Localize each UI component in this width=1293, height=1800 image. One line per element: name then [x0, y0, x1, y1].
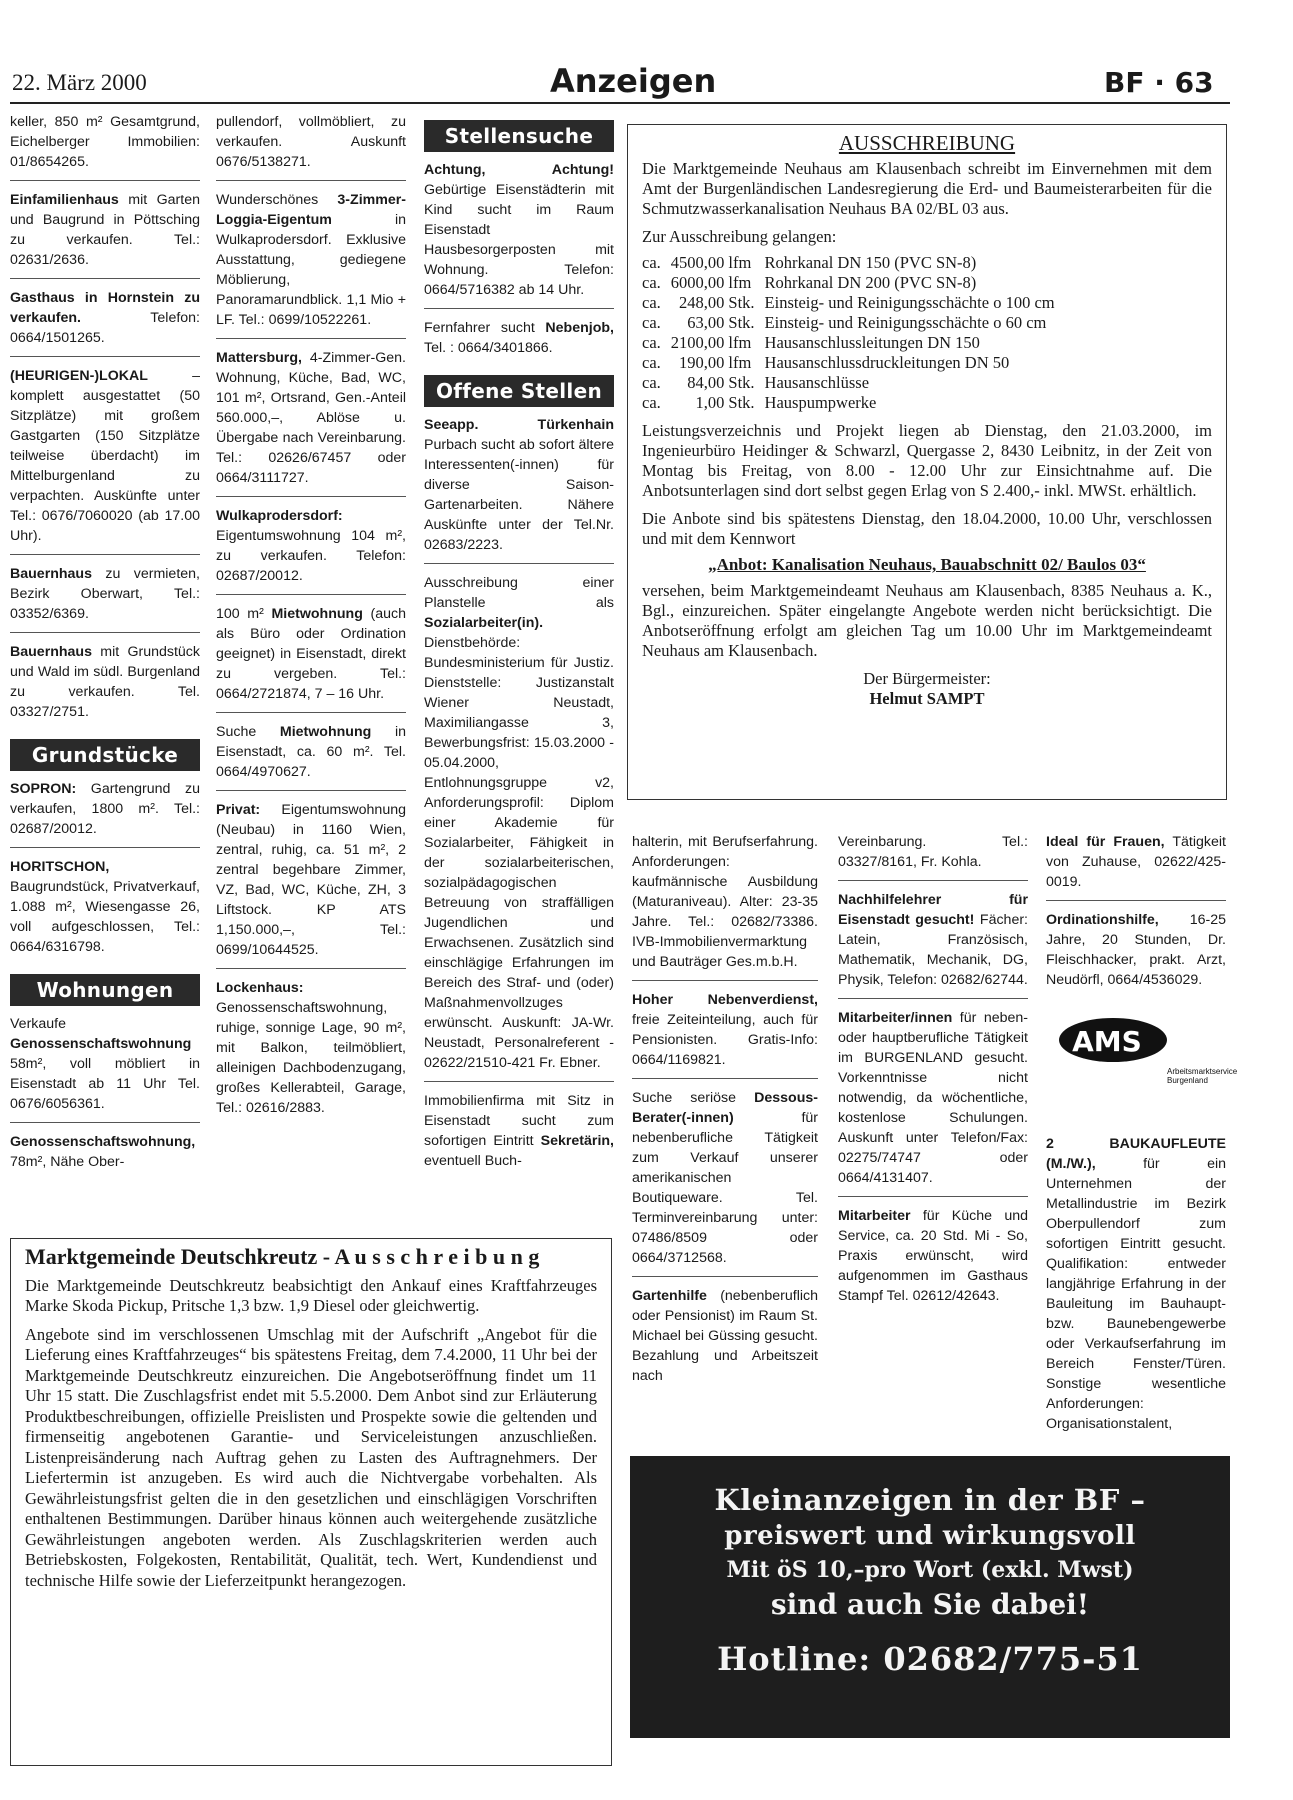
classified-ad: Bauernhaus zu vermieten, Bezirk Oberwart, Tel.: 03352/6369.: [10, 564, 200, 633]
tender-item-unit: Stk.: [728, 373, 755, 392]
tender-item-quantity: 248,00: [679, 293, 725, 312]
tender-item-unit: lfm: [728, 333, 752, 352]
classified-ad: Mattersburg, 4-Zimmer-Gen. Wohnung, Küche, Bad, WC, 101 m², Ortsrand, Gen.-Anteil 560.000,–, Ablöse u. Übergabe nach Vereinbarung. Tel.: 02626/67457 oder 0664/3111727.: [216, 348, 406, 497]
tender-item-unit: lfm: [728, 253, 752, 272]
tender-item-ca: ca.: [642, 293, 661, 312]
tender-item-unit: Stk.: [728, 313, 755, 332]
tender-item-row: [642, 393, 1065, 413]
header-rule: [10, 102, 1230, 104]
tender-item-row: [642, 293, 1065, 313]
tender-item-description: Einsteig- und Reinigungsschächte o 60 cm: [764, 313, 1047, 332]
tender-title: AUSSCHREIBUNG: [838, 131, 1016, 155]
tender-item-row: [642, 353, 1065, 373]
tender-item-row: [642, 253, 1065, 273]
classifieds-column-1: [10, 112, 200, 1189]
tender-items-table: [642, 253, 1065, 413]
tender-item-unit: lfm: [728, 353, 752, 372]
classified-ad: 100 m² Mietwohnung (auch als Büro oder Ordination geeignet) in Eisenstadt, direkt zu vergeben. Tel.: 0664/2721874, 7 – 16 Uhr.: [216, 604, 406, 713]
deutschkreutz-paragraph-1: Die Marktgemeinde Deutschkreutz beabsichtigt den Ankauf eines Kraftfahrzeuges Marke Skoda Pickup, Pritsche 1,3 bzw. 1,9 Diesel oder gleichwertig.: [25, 1275, 597, 1315]
classified-ad: Ideal für Frauen, Tätigkeit von Zuhause, 02622/425-0019.: [1046, 832, 1226, 901]
classified-ad: Suche seriöse Dessous-Berater(-innen) für nebenberufliche Tätigkeit zum Verkauf unserer amerikanischen Boutiqueware. Tel. Terminvereinbarung unter: 07486/8509 oder 0664/3712568.: [632, 1088, 818, 1277]
tender-item-quantity: 2100,00: [670, 333, 725, 352]
classified-ad: Mitarbeiter für Küche und Service, ca. 20 Std. Mi - So, Praxis erwünscht, wird aufgenommen im Gasthaus Stampf Tel. 02612/42643.: [838, 1208, 1028, 1304]
tender-intro: Die Marktgemeinde Neuhaus am Klausenbach schreibt im Einvernehmen mit dem Amt der Burgenländischen Landesregierung die Erd- und Baumeisterarbeiten für die Schmutzwasserkanalisation Neuhaus BA 02/BL 03 aus.: [642, 159, 1212, 218]
classified-ad: Wunderschönes 3-Zimmer-Loggia-Eigentum in Wulkaprodersdorf. Exklusive Ausstattung, gediegene Möblierung, Panoramarundblick. 1,1 Mio + LF. Tel.: 0699/10522261.: [216, 190, 406, 339]
promo-hotline: Hotline: 02682/775-51: [717, 1640, 1143, 1678]
category-banner-stellensuche: Stellensuche: [424, 120, 614, 152]
tender-item-ca: ca.: [642, 273, 661, 292]
tender-item-description: Hausanschlüsse: [764, 373, 870, 392]
classified-ad: Genossenschaftswohnung, 78m², Nähe Ober-: [10, 1134, 196, 1170]
classified-ad: keller, 850 m² Gesamtgrund, Eichelberger Immobilien: 01/8654265.: [10, 112, 200, 181]
classifieds-promo-box: [630, 1456, 1230, 1738]
classified-ad: Ordinationshilfe, 16-25 Jahre, 20 Stunden, Dr. Fleischhacker, prakt. Arzt, Neudörfl, 0664/4536029.: [1046, 912, 1226, 988]
classified-ad: Hoher Nebenverdienst, freie Zeiteinteilung, auch für Pensionisten. Gratis-Info: 0664/1169821.: [632, 990, 818, 1079]
tender-notice-neuhaus: [627, 124, 1227, 800]
tender-item-quantity: 6000,00: [670, 273, 725, 292]
ams-logo-mark: [1055, 1012, 1238, 1092]
promo-line-4: sind auch Sie dabei!: [770, 1588, 1090, 1621]
classified-ad: 2 BAUKAUFLEUTE (M./W.), für ein Unternehmen der Metallindustrie im Bezirk Oberpullendorf zum sofortigen Eintritt gesucht. Qualifikation: entweder langjährige Erfahrung in der Bauleitung im Bauhaupt- bzw. Baunebengewerbe oder Verkaufserfahrung im Bereich Fenster/Türen. Sonstige wesentliche Anforderungen: Organisationstalent,: [1046, 1136, 1226, 1432]
classifieds-column-2: [216, 112, 406, 1135]
tender-item-quantity: 1,00: [695, 393, 725, 412]
tender-notice-deutschkreutz: [10, 1238, 612, 1766]
tender-keyword: „Anbot: Kanalisation Neuhaus, Bauabschnitt 02/ Baulos 03“: [708, 555, 1146, 574]
classifieds-column-3: [424, 116, 614, 1188]
classified-ad: (HEURIGEN-)LOKAL – komplett ausgestattet (50 Sitzplätze) mit großem Gastgarten (150 Sitzplätze teilweise überdacht) im Mittelburgenland zu verpachten. Auskünfte unter Tel.: 0676/7060020 (ab 17.00 Uhr).: [10, 366, 200, 555]
classifieds-column-5: [838, 832, 1028, 1323]
classified-ad: Ausschreibung einer Planstelle als Sozialarbeiter(in). Dienstbehörde: Bundesministerium für Justiz. Dienststelle: Justizanstalt Wiener Neustadt, Maximiliangasse 3, Bewerbungsfrist: 15.03.2000 - 05.04.2000, Entlohnungsgruppe v2, Anforderungsprofil: Diplom einer Akademie für Sozialarbeiter, Fähigkeit in der sozialarbeiterischen, sozialpädagogischen Betreuung von straffälligen Jugendlichen und Erwachsenen. Zusätzlich sind einschlägige Erfahrungen im Bereich des Straf- und (oder) Maßnahmenvollzuges erwünscht. Auskunft: JA-Wr. Neustadt, Personalreferent - 02622/21510-421 Fr. Ebner.: [424, 573, 614, 1082]
paper-page-number: BF · 63: [1104, 66, 1214, 99]
classified-ad: HORITSCHON, Baugrundstück, Privatverkauf, 1.088 m², Wiesengasse 26, voll aufgeschlossen, Tel.: 0664/6316798.: [10, 859, 200, 955]
classified-ad: Immobilienfirma mit Sitz in Eisenstadt sucht zum sofortigen Eintritt Sekretärin, eventuell Buch-: [424, 1093, 614, 1169]
tender-item-ca: ca.: [642, 333, 661, 352]
classified-ad: Einfamilienhaus mit Garten und Baugrund in Pöttsching zu verkaufen. Tel.: 02631/2636.: [10, 190, 200, 279]
tender-item-quantity: 63,00: [687, 313, 725, 332]
tender-lead: Zur Ausschreibung gelangen:: [642, 227, 837, 246]
tender-item-ca: ca.: [642, 373, 661, 392]
promo-line-2: preiswert und wirkungsvoll: [724, 1521, 1136, 1551]
classified-ad: Suche Mietwohnung in Eisenstadt, ca. 60 m². Tel. 0664/4970627.: [216, 722, 406, 791]
classified-ad: Fernfahrer sucht Nebenjob, Tel. : 0664/3401866.: [424, 320, 614, 356]
tender-item-row: [642, 373, 1065, 393]
tender-item-ca: ca.: [642, 393, 661, 412]
classified-ad: Lockenhaus: Genossenschaftswohnung, ruhige, sonnige Lage, 90 m², mit Balkon, teilmöbliert, alleinigen Dachbodenzugang, großes Kellerabteil, Garage, Tel.: 02616/2883.: [216, 980, 406, 1116]
classified-ad: Achtung, Achtung! Gebürtige Eisenstädterin mit Kind sucht im Raum Eisenstadt Hausbesorgerposten mit Wohnung. Telefon: 0664/5716382 ab 14 Uhr.: [424, 160, 614, 309]
deutschkreutz-title: Marktgemeinde Deutschkreutz - A u s s c h r e i b u n g: [25, 1244, 540, 1269]
tender-item-unit: Stk.: [728, 393, 755, 412]
classified-ad: Wulkaprodersdorf: Eigentumswohnung 104 m², zu verkaufen. Telefon: 02687/20012.: [216, 506, 406, 595]
tender-item-row: [642, 273, 1065, 293]
category-banner-grundstuecke: Grundstücke: [10, 739, 200, 771]
issue-date: 22. März 2000: [12, 70, 147, 95]
classifieds-column-6b: [1046, 1134, 1226, 1451]
tender-item-description: Einsteig- und Reinigungsschächte o 100 cm: [764, 293, 1055, 312]
category-banner-offene-stellen: Offene Stellen: [424, 375, 614, 407]
ams-logo-text: AMS: [1072, 1025, 1142, 1058]
classified-ad: Seeapp. Türkenhain Purbach sucht ab sofort ältere Interessenten(-innen) für diverse Saison-Gartenarbeiten. Nähere Auskünfte unter der Tel.Nr. 02683/2223.: [424, 415, 614, 564]
tender-item-quantity: 4500,00: [670, 253, 725, 272]
tender-item-quantity: 84,00: [687, 373, 725, 392]
classifieds-column-4: [632, 832, 818, 1403]
tender-item-ca: ca.: [642, 313, 661, 332]
tender-item-description: Hauspumpwerke: [764, 393, 877, 412]
tender-item-quantity: 190,00: [679, 353, 725, 372]
classified-ad: pullendorf, vollmöbliert, zu verkaufen. Auskunft 0676/5138271.: [216, 112, 406, 181]
category-banner-wohnungen: Wohnungen: [10, 974, 200, 1006]
tender-item-description: Hausanschlussdruckleitungen DN 50: [764, 353, 1010, 372]
tender-item-ca: ca.: [642, 253, 661, 272]
classifieds-column-6: [1046, 832, 1226, 1007]
tender-item-row: [642, 313, 1065, 333]
tender-paragraph-3: Die Anbote sind bis spätestens Dienstag, den 18.04.2000, 10.00 Uhr, verschlossen und mit dem Kennwort: [642, 509, 1212, 548]
tender-signature-role: Der Bürgermeister:: [863, 669, 991, 688]
promo-line-3: Mit öS 10,–pro Wort (exkl. Mwst): [726, 1557, 1134, 1583]
tender-item-description: Rohrkanal DN 150 (PVC SN-8): [764, 253, 977, 272]
classified-ad: Verkaufe Genossenschaftswohnung 58m², voll möbliert in Eisenstadt ab 11 Uhr Tel. 0676/6056361.: [10, 1014, 200, 1123]
tender-paragraph-4: versehen, beim Marktgemeindeamt Neuhaus am Klausenbach, 8385 Neuhaus a. K., Bgl., einzureichen. Später eingelangte Angebote werden nicht berücksichtigt. Die Anbotseröffnung erfolgt am gleichen Tag um 10.00 Uhr im Marktgemeindeamt Neuhaus am Klausenbach.: [642, 581, 1212, 660]
classified-ad: Gartenhilfe (nebenberuflich oder Pensionist) im Raum St. Michael bei Güssing gesucht. Bezahlung und Arbeitszeit nach: [632, 1288, 818, 1384]
classified-ad: Bauernhaus mit Grundstück und Wald im südl. Burgenland zu verkaufen. Tel. 03327/2751.: [10, 644, 200, 720]
ams-logo: [1055, 1012, 1238, 1092]
promo-line-1: Kleinanzeigen in der BF –: [714, 1483, 1146, 1517]
classified-ad: Privat: Eigentumswohnung (Neubau) in 1160 Wien, zentral, ruhig, ca. 51 m², 2 zentral begehbare Zimmer, VZ, Bad, WC, Küche, ZH, 3 Liftstock. KP ATS 1,150.000,–, Tel.: 0699/10644525.: [216, 800, 406, 969]
tender-item-description: Rohrkanal DN 200 (PVC SN-8): [764, 273, 977, 292]
tender-item-unit: Stk.: [728, 293, 755, 312]
tender-item-description: Hausanschlussleitungen DN 150: [764, 333, 980, 352]
tender-item-ca: ca.: [642, 353, 661, 372]
ams-subtitle-2: Burgenland: [1167, 1076, 1208, 1085]
deutschkreutz-paragraph-2: Angebote sind im verschlossenen Umschlag mit der Aufschrift „Angebot für die Lieferung eines Kraftfahrzeuges“ bis spätestens Freitag, dem 7.4.2000, 11 Uhr bei der Marktgemeinde Deutschkreutz einzureichen. Die Angebotseröffnung findet um 11 Uhr 15 statt. Die Zuschlagsfrist endet mit 5.5.2000. Dem Anbot sind zur Erläuterung Produktbeschreibungen, offizielle Preislisten und Prospekte sowie die geltenden und firmenseitig angebotenen Garantie- und Serviceleistungen anzuschließen. Listenpreisänderung nach Auftrag gehen zu Lasten des Auftragnehmers. Der Liefertermin ist anzugeben. Es wird auch die Nichtvergabe vorbehalten. Als Gewährleistungsfrist gelten die in den gesetzlichen und einschlägigen Vorschriften enthaltenen Bestimmungen. Darüber hinaus können auch weitergehende zusätzliche Gewährleistungen angeboten werden. Als Zuschlagskriterien werden auch Betriebskosten, Folgekosten, Rentabilität, Qualität, tech. Wert, Kundendienst und technische Hilfe sowie der Lieferzeitpunkt herangezogen.: [25, 1324, 597, 1590]
section-title: Anzeigen: [550, 62, 717, 100]
classified-ad: Gasthaus in Hornstein zu verkaufen. Telefon: 0664/1501265.: [10, 288, 200, 357]
classified-ad: Mitarbeiter/innen für neben- oder hauptberufliche Tätigkeit im BURGENLAND gesucht. Vorkenntnisse nicht notwendig, da wöchentliche, kostenlose Schulungen. Auskunft unter Telefon/Fax: 02275/74747 oder 0664/4131407.: [838, 1008, 1028, 1197]
tender-item-row: [642, 333, 1065, 353]
classified-ad: Nachhilfelehrer für Eisenstadt gesucht! Fächer: Latein, Französisch, Mathematik, Mechanik, DG, Physik, Telefon: 02682/62744.: [838, 890, 1028, 999]
tender-signature-name: Helmut SAMPT: [869, 689, 985, 708]
ams-subtitle-1: Arbeitsmarktservice: [1167, 1067, 1238, 1076]
classified-ad: halterin, mit Berufserfahrung. Anforderungen: kaufmännische Ausbildung (Maturaniveau). Alter: 23-35 Jahre. Tel.: 02682/73386. IVB-Immobilienvermarktung und Bauträger Ges.m.b.H.: [632, 832, 818, 981]
tender-paragraph-2: Leistungsverzeichnis und Projekt liegen ab Dienstag, den 21.03.2000, im Ingenieurbüro Heidinger & Schwarzl, Quergasse 2, 8430 Leibnitz, in der Zeit von Montag bis Freitag, von 8.00 - 12.00 Uhr zur Einsichtnahme auf. Die Anbotsunterlagen sind dort selbst gegen Erlag von S 2.400,- inkl. MWSt. erhältlich.: [642, 421, 1212, 500]
classified-ad: Vereinbarung. Tel.: 03327/8161, Fr. Kohla.: [838, 832, 1028, 881]
classified-ad: SOPRON: Gartengrund zu verkaufen, 1800 m². Tel.: 02687/20012.: [10, 779, 200, 848]
tender-item-unit: lfm: [728, 273, 752, 292]
